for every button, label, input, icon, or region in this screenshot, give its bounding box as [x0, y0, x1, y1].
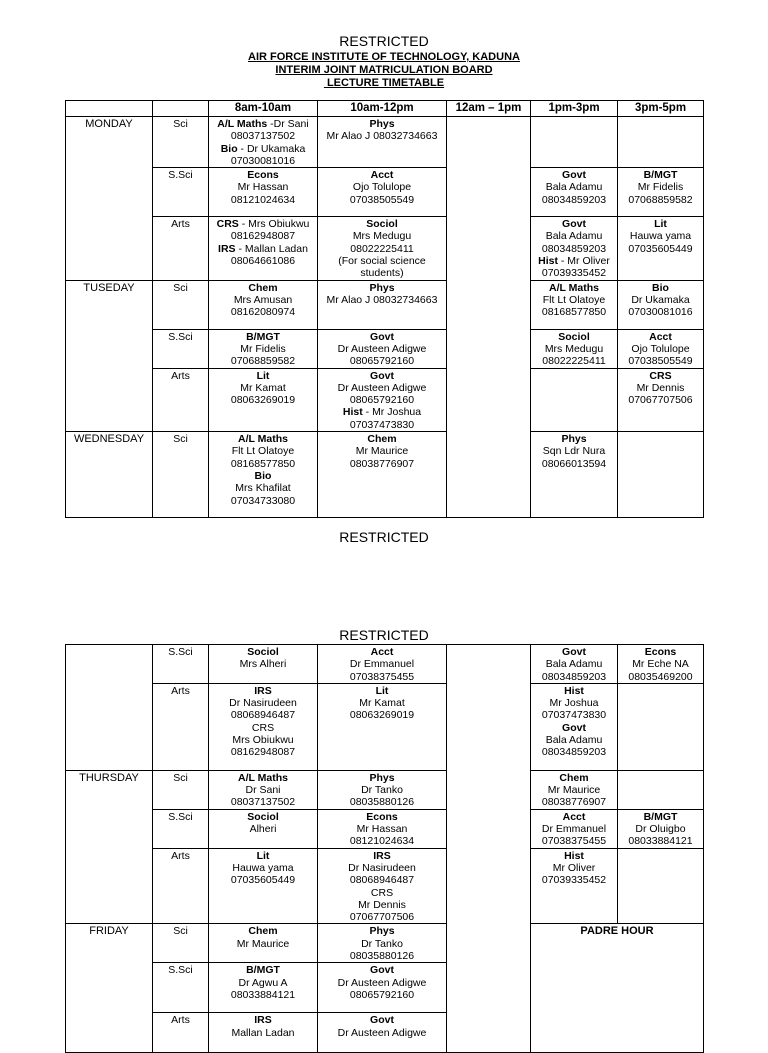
subject: Phys [561, 433, 587, 446]
table-row [66, 809, 704, 848]
table-row [66, 924, 704, 963]
cell-mon-arts-3pm [618, 217, 704, 280]
phone: 07038375455 [349, 670, 415, 683]
lecturer: Mr Maurice [547, 784, 601, 797]
lecturer: - Mallan Ladan [235, 242, 308, 255]
cell-tue-arts-8am [209, 368, 318, 431]
subject: Govt [562, 646, 586, 658]
subject: B/MGT [643, 169, 678, 182]
cell-break-column-2 [447, 645, 531, 1053]
subject: Acct [649, 330, 672, 343]
subject: Chem [367, 433, 397, 446]
cell-fri-arts-10am [318, 1013, 447, 1053]
table-row [66, 168, 704, 217]
group-sci: Sci [153, 280, 209, 329]
lecturer: Dr Sani [245, 784, 281, 797]
phone: 07037473830 [349, 418, 415, 431]
cell-thu-ssci-8am [209, 809, 318, 848]
col-header-3pm: 3pm-5pm [618, 101, 704, 117]
lecturer: Hauwa yama [232, 861, 294, 874]
phone: 08064661086 [230, 255, 296, 268]
cell-thu-sci-8am [209, 770, 318, 809]
phone: 08121024634 [349, 835, 415, 848]
subject: IRS [254, 684, 272, 697]
group-arts: Arts [153, 848, 209, 924]
group-arts: Arts [153, 368, 209, 431]
group-ssci: S.Sci [153, 645, 209, 684]
lecturer: Hauwa yama [629, 230, 692, 243]
cell-wed-ssci-8am [209, 645, 318, 684]
lecturer: Flt Lt Olatoye [231, 445, 295, 458]
subject: CRS [216, 218, 239, 231]
lecturer: Bala Adamu [545, 734, 603, 747]
group-arts: Arts [153, 1013, 209, 1053]
subject: Hist [538, 255, 558, 268]
lecturer: Dr Oluigbo [635, 823, 686, 836]
cell-tue-sci-8am [209, 280, 318, 329]
cell-thu-arts-3pm [618, 848, 704, 924]
group-ssci: S.Sci [153, 329, 209, 368]
cell-thu-ssci-3pm [618, 809, 704, 848]
subject: B/MGT [246, 964, 280, 977]
subject: Govt [370, 330, 394, 343]
phone: 08063269019 [349, 709, 415, 722]
timetable-page-2 [65, 644, 704, 1053]
subject: Phys [369, 118, 395, 130]
cell-wed-sci-3pm [618, 432, 704, 518]
phone: 08063269019 [230, 394, 296, 407]
group-ssci: S.Sci [153, 168, 209, 217]
cell-fri-arts-8am [209, 1013, 318, 1053]
phone: 07035605449 [230, 874, 296, 887]
lecturer: Mrs Khafilat [235, 482, 291, 495]
subject: A/L Maths [238, 771, 288, 784]
cell-tue-arts-1pm [531, 368, 618, 431]
cell-tue-arts-3pm [618, 368, 704, 431]
group-arts: Arts [153, 683, 209, 770]
lecturer: Sqn Ldr Nura [542, 445, 606, 458]
subject: Phys [369, 771, 395, 784]
phone: 08022225411 [350, 242, 414, 255]
cell-thu-ssci-10am [318, 809, 447, 848]
lecturer: -Dr Sani [267, 118, 309, 130]
cell-wed-ssci-10am [318, 645, 447, 684]
subject: Acct [370, 169, 394, 182]
col-header-day [66, 101, 153, 117]
day-monday: MONDAY [66, 117, 153, 281]
subject: Lit [654, 218, 667, 231]
cell-fri-ssci-8am [209, 963, 318, 1013]
lecturer: Mr Joshua [549, 697, 599, 710]
phone: 08162948087 [230, 230, 296, 243]
lecturer: Dr Austeen Adigwe [337, 976, 427, 989]
cell-thu-sci-1pm [531, 770, 618, 809]
subject: A/L Maths [549, 281, 599, 294]
lecturer: Mr Alao J 08032734663 [326, 130, 438, 143]
lecturer: Mrs Obiukwu [232, 734, 294, 747]
phone: 08168577850 [541, 306, 607, 319]
phone: 08034859203 [541, 670, 607, 683]
table-row [66, 368, 704, 431]
cell-tue-sci-3pm [618, 280, 704, 329]
phone: 08035469200 [628, 670, 693, 683]
phone: 07039335452 [541, 267, 607, 280]
cell-mon-sci-10am [318, 117, 447, 168]
group-ssci: S.Sci [153, 963, 209, 1013]
lecturer: Mallan Ladan [231, 1026, 295, 1039]
phone: 08068946487 [230, 709, 296, 722]
day-wednesday: WEDNESDAY [66, 432, 153, 518]
lecturer: - Mr Oliver [557, 255, 610, 268]
subject: Sociol [366, 218, 398, 231]
cell-tue-ssci-10am [318, 329, 447, 368]
col-header-1pm: 1pm-3pm [531, 101, 618, 117]
phone: 08068946487 [349, 874, 415, 887]
cell-fri-sci-10am [318, 924, 447, 963]
subject: Lit [375, 684, 389, 697]
phone: 07068859582 [628, 193, 693, 206]
cell-tue-ssci-8am [209, 329, 318, 368]
phone: 07037473830 [541, 709, 607, 722]
cell-thu-sci-10am [318, 770, 447, 809]
lecturer: Mr Oliver [552, 861, 596, 874]
day-friday: FRIDAY [66, 924, 153, 1053]
subject: Sociol [558, 330, 590, 343]
cell-wed-arts-10am [318, 683, 447, 770]
cell-tue-sci-1pm [531, 280, 618, 329]
group-sci: Sci [153, 432, 209, 518]
lecturer: Mrs Alheri [239, 658, 287, 671]
lecturer: Dr Austeen Adigwe [337, 381, 427, 394]
lecturer: Mr Fidelis [637, 181, 684, 194]
restricted-label-page2: RESTRICTED [339, 627, 429, 643]
lecturer: - Mr Joshua [362, 406, 422, 419]
table-row [66, 217, 704, 280]
note: students) [360, 267, 404, 280]
lecturer: Mr Maurice [236, 937, 290, 950]
phone: 08121024634 [230, 193, 296, 206]
group-ssci: S.Sci [153, 809, 209, 848]
restricted-label-page1-footer: RESTRICTED [339, 529, 429, 545]
phone: 08038776907 [541, 796, 607, 809]
cell-mon-sci-1pm [531, 117, 618, 168]
subject: Govt [562, 218, 586, 231]
phone: 07067707506 [628, 394, 693, 407]
lecturer: Mr Kamat [240, 381, 286, 394]
subject: Econs [644, 646, 677, 658]
lecturer: Bala Adamu [545, 181, 603, 194]
phone: 08037137502 [230, 130, 296, 143]
cell-mon-arts-10am [318, 217, 447, 280]
phone: 08033884121 [628, 835, 693, 848]
subject: Chem [559, 771, 589, 784]
lecturer: Ojo Tolulope [352, 181, 412, 194]
phone: 07038505549 [349, 193, 415, 206]
phone: 07038375455 [541, 835, 607, 848]
phone: 08022225411 [542, 355, 606, 368]
lecturer: Mrs Amusan [233, 293, 293, 306]
subject: Acct [562, 810, 586, 823]
lecturer: Dr Emmanuel [541, 823, 607, 836]
subject: IRS [373, 849, 391, 862]
subject: Sociol [247, 646, 279, 658]
phone: 08037137502 [230, 796, 296, 809]
subject: Lit [256, 849, 270, 862]
subject: Econs [366, 810, 398, 823]
phone: 07030081016 [628, 306, 693, 319]
subject: Bio [652, 281, 669, 294]
lecturer: Mrs Medugu [352, 230, 412, 243]
cell-wed-sci-8am [209, 432, 318, 518]
subject: IRS [218, 242, 236, 255]
subject: Acct [370, 646, 394, 658]
lecturer: Mr Kamat [359, 697, 405, 710]
phone: 08168577850 [230, 457, 296, 470]
lecturer: Bala Adamu [545, 230, 603, 243]
lecturer: Dr Ukamaka [631, 293, 690, 306]
cell-tue-ssci-1pm [531, 329, 618, 368]
cell-wed-arts-8am [209, 683, 318, 770]
lecturer: Flt Lt Olatoye [542, 293, 606, 306]
subject: Lit [256, 369, 270, 382]
group-sci: Sci [153, 924, 209, 963]
cell-mon-sci-8am [209, 117, 318, 168]
subject: B/MGT [643, 810, 678, 823]
subject: Hist [564, 684, 584, 697]
cell-thu-arts-1pm [531, 848, 618, 924]
subject: CRS [251, 721, 275, 734]
lecturer: Dr Agwu A [238, 976, 288, 989]
group-sci: Sci [153, 117, 209, 168]
col-header-group [153, 101, 209, 117]
restricted-label-top: RESTRICTED [339, 33, 429, 49]
table-row [66, 432, 704, 518]
subject: CRS [370, 886, 394, 899]
cell-tue-sci-10am [318, 280, 447, 329]
group-arts: Arts [153, 217, 209, 280]
phone: 07035605449 [628, 242, 693, 255]
note: (For social science [338, 255, 426, 268]
table-row [66, 683, 704, 770]
cell-wed-sci-1pm [531, 432, 618, 518]
subject: Bio [254, 469, 272, 482]
cell-thu-arts-10am [318, 848, 447, 924]
lecturer: Mr Hassan [356, 823, 408, 836]
table-row [66, 848, 704, 924]
cell-fri-sci-8am [209, 924, 318, 963]
table-row [66, 117, 704, 168]
subject: B/MGT [246, 330, 280, 343]
subject: Govt [370, 369, 394, 382]
cell-wed-arts-3pm [618, 683, 704, 770]
cell-mon-ssci-3pm [618, 168, 704, 217]
lecturer: Mrs Medugu [544, 342, 604, 355]
cell-tue-ssci-3pm [618, 329, 704, 368]
cell-tue-arts-10am [318, 368, 447, 431]
lecturer: Mr Maurice [355, 445, 409, 458]
cell-wed-arts-1pm [531, 683, 618, 770]
lecturer: Bala Adamu [545, 658, 603, 671]
timetable-page-1 [65, 100, 704, 518]
subject: A/L Maths [238, 433, 288, 446]
phone: 08065792160 [349, 394, 415, 407]
phone: 07068859582 [230, 355, 296, 368]
lecturer: Dr Tanko [361, 937, 403, 950]
cell-mon-sci-3pm [618, 117, 704, 168]
phone: 08034859203 [541, 242, 607, 255]
table-row [66, 645, 704, 684]
lecturer: Mr Hassan [237, 181, 289, 194]
lecturer: Mr Dennis [358, 898, 406, 911]
subject: Phys [369, 281, 395, 294]
phone: 08035880126 [349, 950, 415, 963]
subject: Econs [247, 169, 279, 182]
col-header-10am: 10am-12pm [318, 101, 447, 117]
cell-thu-sci-3pm [618, 770, 704, 809]
cell-mon-arts-8am [209, 217, 318, 280]
phone: 08038776907 [349, 457, 415, 470]
subject: A/L Maths [217, 118, 268, 130]
lecturer: Mr Alao J 08032734663 [326, 293, 438, 306]
cell-mon-arts-1pm [531, 217, 618, 280]
day-wednesday-cont [66, 645, 153, 771]
cell-wed-ssci-3pm [618, 645, 704, 684]
cell-fri-ssci-10am [318, 963, 447, 1013]
col-header-12am: 12am – 1pm [447, 101, 531, 117]
cell-wed-sci-10am [318, 432, 447, 518]
subject: CRS [649, 369, 672, 382]
phone: 08035880126 [349, 796, 415, 809]
padre-hour-cell: PADRE HOUR [531, 924, 704, 1053]
phone: 07039335452 [541, 874, 607, 887]
phone: 07067707506 [349, 911, 415, 924]
lecturer: Dr Tanko [361, 784, 403, 797]
subject: Sociol [247, 810, 279, 823]
lecturer: Mr Fidelis [240, 342, 286, 355]
cell-mon-ssci-10am [318, 168, 447, 217]
phone: 07034733080 [230, 494, 296, 507]
cell-mon-ssci-8am [209, 168, 318, 217]
timetable-title: LECTURE TIMETABLE [323, 77, 445, 89]
lecturer: Alheri [249, 823, 277, 836]
subject: Hist [564, 849, 584, 862]
cell-wed-ssci-1pm [531, 645, 618, 684]
lecturer: - Dr Ukamaka [237, 142, 306, 155]
cell-thu-ssci-1pm [531, 809, 618, 848]
subject: Govt [562, 721, 586, 734]
header-row [66, 101, 704, 117]
day-tuesday: TUSEDAY [66, 280, 153, 431]
subject: Phys [369, 925, 395, 938]
subject: Govt [370, 1014, 394, 1027]
day-thursday: THURSDAY [66, 770, 153, 924]
lecturer: Dr Emmanuel [349, 658, 415, 671]
subject: Bio [220, 142, 238, 155]
phone: 08034859203 [541, 746, 607, 759]
subject: Govt [562, 169, 586, 182]
board-name: INTERIM JOINT MATRICULATION BOARD [275, 64, 493, 76]
phone: 08162948087 [230, 746, 296, 759]
cell-break-column [447, 117, 531, 518]
lecturer: - Mrs Obiukwu [238, 218, 310, 231]
table-row [66, 329, 704, 368]
phone: 08033884121 [230, 988, 296, 1001]
phone: 08065792160 [349, 355, 415, 368]
col-header-8am: 8am-10am [209, 101, 318, 117]
group-sci: Sci [153, 770, 209, 809]
table-row [66, 280, 704, 329]
table-row [66, 770, 704, 809]
lecturer: Mr Dennis [636, 381, 685, 394]
subject: IRS [254, 1014, 272, 1027]
phone: 08066013594 [541, 457, 607, 470]
lecturer: Dr Austeen Adigwe [337, 342, 427, 355]
lecturer: Dr Nasirudeen [229, 697, 297, 710]
institute-name: AIR FORCE INSTITUTE OF TECHNOLOGY, KADUNA [248, 51, 520, 63]
phone: 07038505549 [628, 355, 693, 368]
subject: Govt [370, 964, 394, 977]
phone: 07030081016 [230, 154, 296, 167]
cell-mon-ssci-1pm [531, 168, 618, 217]
lecturer: Mr Eche NA [632, 658, 689, 671]
lecturer: Ojo Tolulope [631, 342, 690, 355]
cell-thu-arts-8am [209, 848, 318, 924]
lecturer: Dr Nasirudeen [348, 861, 416, 874]
subject: Chem [248, 925, 278, 938]
lecturer: Dr Austeen Adigwe [337, 1026, 427, 1039]
subject: Chem [248, 281, 278, 294]
phone: 08065792160 [349, 988, 415, 1001]
phone: 08162080974 [230, 306, 296, 319]
subject: Hist [342, 406, 363, 419]
phone: 08034859203 [541, 193, 607, 206]
